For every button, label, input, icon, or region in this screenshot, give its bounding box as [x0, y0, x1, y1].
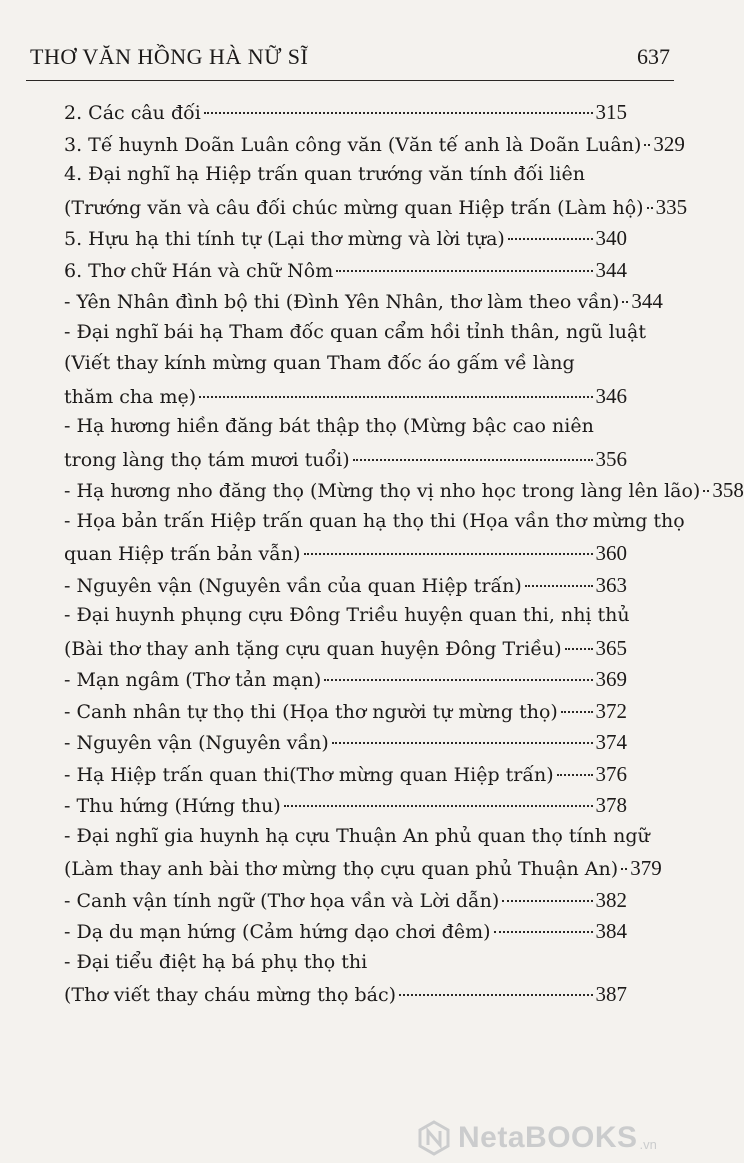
toc-entry-text: - Đại tiểu điệt hạ bá phụ thọ thi [64, 951, 368, 973]
toc-line [64, 132, 685, 162]
toc-page-number: 329 [653, 132, 685, 156]
toc-page-number: 360 [595, 541, 627, 565]
dot-leader [525, 585, 593, 587]
dot-leader [199, 396, 592, 398]
toc-line [64, 195, 688, 225]
toc-line [64, 982, 627, 1012]
dot-leader [399, 994, 592, 996]
toc-entry-text: - Đại nghĩ bái hạ Tham đốc quan cẩm hồi tỉnh thân, ngũ luật [64, 321, 646, 343]
toc-line [64, 604, 630, 634]
toc-page-number: 372 [595, 699, 627, 723]
toc-page-number: 315 [595, 100, 627, 124]
toc-line [64, 258, 627, 288]
toc-entry-text: - Đại huynh phụng cựu Đông Triều huyện quan thi, nhị thủ [64, 604, 630, 626]
toc-entry-text: (Làm thay anh bài thơ mừng thọ cựu quan phủ Thuận An) [64, 858, 619, 880]
toc-entry-text: 2. Các câu đối [64, 102, 201, 124]
toc-line [64, 636, 627, 666]
toc-entry-text: - Hạ hương nho đăng thọ (Mừng thọ vị nho học trong làng lên lão) [64, 480, 701, 502]
toc-line [64, 541, 627, 571]
running-header [26, 40, 674, 81]
toc-page-number: 335 [655, 195, 688, 219]
toc-line [64, 447, 627, 477]
toc-entry-text: - Thu hứng (Hứng thu) [64, 795, 281, 817]
toc-entry-text: - Họa bản trấn Hiệp trấn quan hạ thọ thi (Họa vần thơ mừng thọ [64, 510, 685, 532]
toc-entry-text: (Viết thay kính mừng quan Tham đốc áo gấm về làng [64, 352, 575, 374]
header-title: THƠ VĂN HỒNG HÀ NỮ SĨ [30, 44, 309, 69]
dot-leader [644, 144, 650, 146]
dot-leader [284, 805, 593, 807]
toc-entry-text: 6. Thơ chữ Hán và chữ Nôm [64, 260, 334, 282]
toc-line [64, 762, 627, 792]
toc-line [64, 919, 627, 949]
toc-line [64, 856, 662, 886]
toc-page-number: 365 [595, 636, 627, 660]
toc-page-number: 356 [595, 447, 627, 471]
toc-line [64, 226, 627, 256]
dot-leader [647, 207, 653, 209]
toc-entry-text: 5. Hựu hạ thi tính tự (Lại thơ mừng và lời tựa) [64, 228, 505, 250]
toc-line [64, 793, 627, 823]
watermark-suffix: .vn [639, 1136, 657, 1152]
toc-page-number: 378 [595, 793, 627, 817]
toc-entry-text: - Hạ Hiệp trấn quan thi(Thơ mừng quan Hiệp trấn) [64, 764, 554, 786]
toc-line [64, 384, 627, 414]
toc-page-number: 369 [595, 667, 627, 691]
toc-page-number: 384 [595, 919, 627, 943]
dot-leader [621, 868, 627, 870]
toc-entry-text: 3. Tế huynh Doãn Luân công văn (Văn tế anh là Doãn Luân) [64, 134, 642, 156]
toc-entry-text: - Nguyên vận (Nguyên vần của quan Hiệp trấn) [64, 575, 522, 597]
watermark [416, 1118, 686, 1158]
toc-entry-text: - Hạ hương hiền đăng bát thập thọ (Mừng bậc cao niên [64, 415, 594, 437]
toc-page-number: 387 [595, 982, 627, 1006]
dot-leader [204, 112, 593, 114]
dot-leader [353, 459, 593, 461]
toc-line [64, 888, 627, 918]
toc-line [64, 289, 663, 319]
netabooks-logo-icon [416, 1120, 452, 1156]
dot-leader [502, 900, 592, 902]
toc-page-number: 379 [630, 856, 662, 880]
toc-entry-text: - Đại nghĩ gia huynh hạ cựu Thuận An phủ quan thọ tính ngữ [64, 825, 650, 847]
toc-line [64, 951, 627, 981]
dot-leader [703, 490, 709, 492]
dot-leader [304, 553, 593, 555]
toc-entry-text: 4. Đại nghĩ hạ Hiệp trấn quan trướng văn tính đối liên [64, 163, 585, 185]
toc-page-number: 358 [712, 478, 744, 502]
toc-entry-text: - Canh nhân tự thọ thi (Họa thơ người tự mừng thọ) [64, 701, 558, 723]
toc-entry-text: - Canh vận tính ngữ (Thơ họa vần và Lời dẫn) [64, 890, 500, 912]
toc-page-number: 376 [595, 762, 627, 786]
toc-page-number: 340 [595, 226, 627, 250]
toc-page-number: 363 [595, 573, 627, 597]
toc-line [64, 352, 627, 382]
toc-line [64, 478, 744, 508]
toc-line [64, 321, 646, 351]
toc-page-number: 374 [595, 730, 627, 754]
toc-line [64, 415, 627, 445]
dot-leader [332, 742, 593, 744]
toc-entry-text: quan Hiệp trấn bản vẫn) [64, 543, 301, 565]
dot-leader [565, 648, 593, 650]
toc-line [64, 825, 650, 855]
toc-entry-text: - Nguyên vận (Nguyên vần) [64, 732, 329, 754]
toc-line [64, 163, 627, 193]
toc-page-number: 344 [631, 289, 663, 313]
toc-entry-text: (Bài thơ thay anh tặng cựu quan huyện Đông Triều) [64, 638, 562, 660]
toc-line [64, 699, 627, 729]
toc-entry-text: - Mạn ngâm (Thơ tản mạn) [64, 669, 322, 691]
toc-entry-text: - Yên Nhân đình bộ thi (Đình Yên Nhân, thơ làm theo vần) [64, 291, 620, 313]
dot-leader [561, 711, 593, 713]
dot-leader [508, 238, 593, 240]
page-number: 637 [637, 44, 670, 69]
toc-page-number: 344 [595, 258, 627, 282]
dot-leader [324, 679, 592, 681]
dot-leader [494, 931, 593, 933]
toc-entry-text: thăm cha mẹ) [64, 386, 197, 408]
toc-line [64, 573, 627, 603]
toc-entry-text: (Thơ viết thay cháu mừng thọ bác) [64, 984, 397, 1006]
toc-entry-text: - Dạ du mạn hứng (Cảm hứng dạo chơi đêm) [64, 921, 491, 943]
dot-leader [336, 270, 592, 272]
dot-leader [622, 301, 628, 303]
dot-leader [557, 774, 593, 776]
toc-page-number: 346 [595, 384, 627, 408]
toc-line [64, 510, 685, 540]
toc-page-number: 382 [595, 888, 627, 912]
toc-line [64, 667, 627, 697]
toc-entry-text: trong làng thọ tám mươi tuổi) [64, 449, 350, 471]
toc-line [64, 100, 627, 130]
toc-line [64, 730, 627, 760]
watermark-brand: NetaBOOKS [458, 1121, 638, 1154]
toc-entry-text: (Trướng văn và câu đối chúc mừng quan Hiệp trấn (Làm hộ) [64, 197, 644, 219]
